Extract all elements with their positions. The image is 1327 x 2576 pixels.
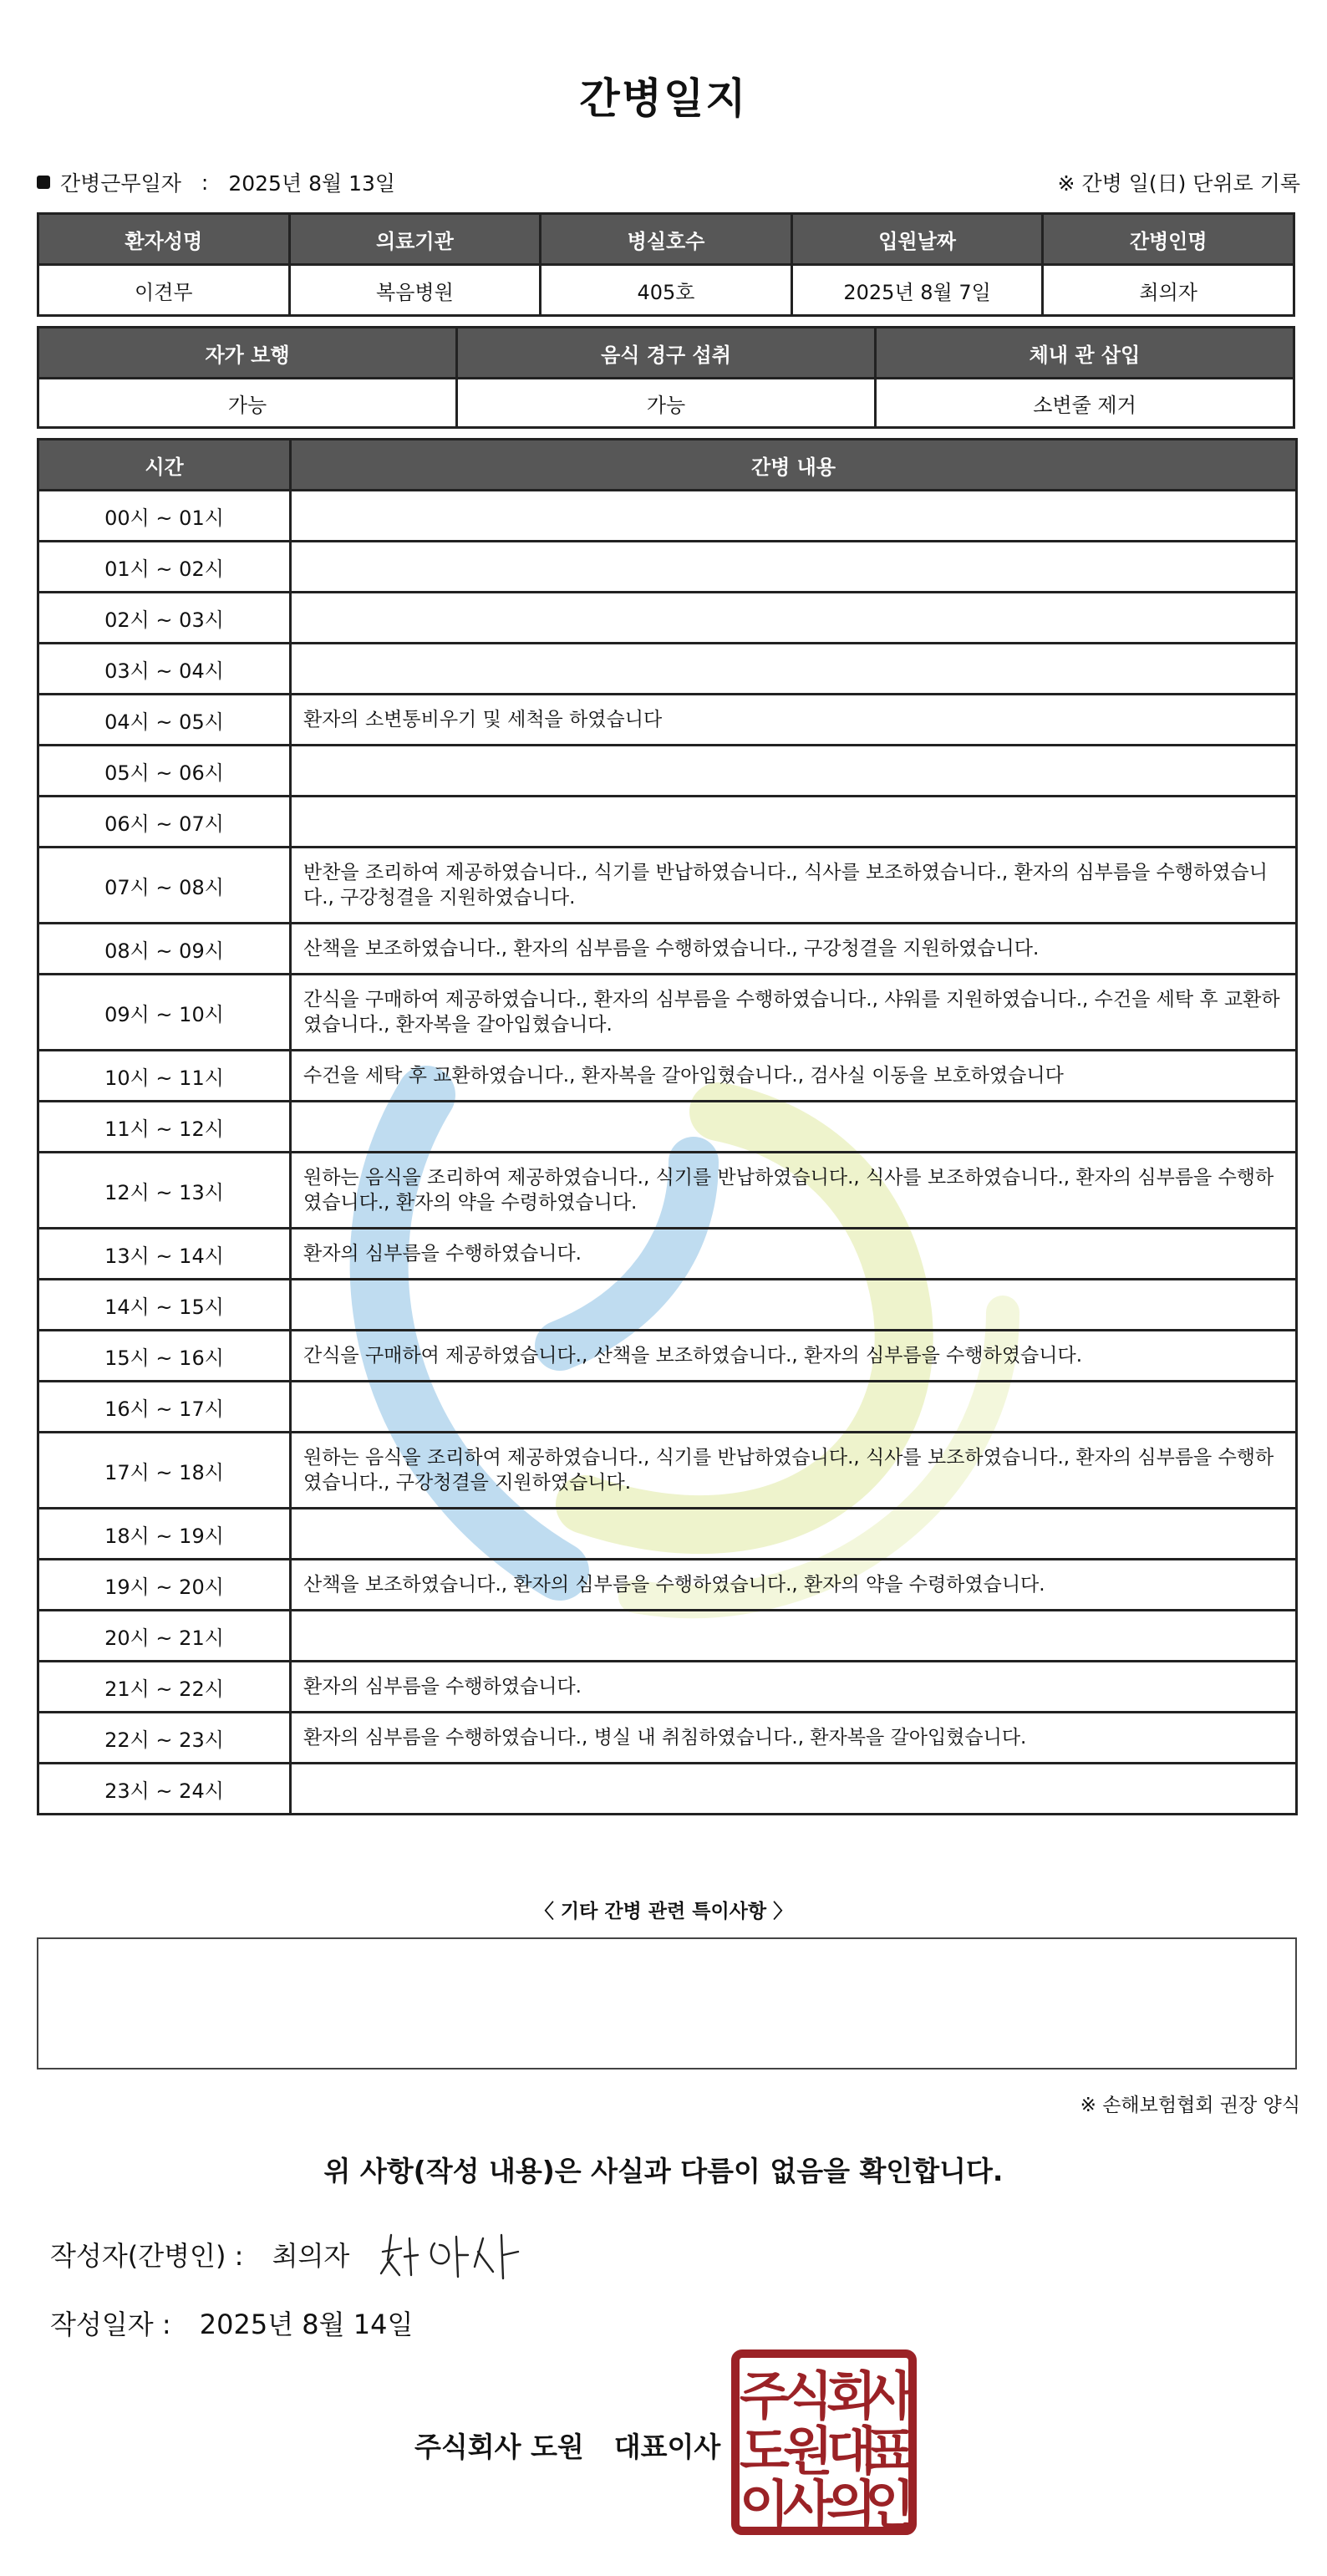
- time-cell: 00시 ~ 01시: [38, 491, 291, 542]
- time-cell: 15시 ~ 16시: [38, 1331, 291, 1382]
- content-cell: 원하는 음식을 조리하여 제공하였습니다., 식기를 반납하였습니다., 식사를 보조하였습니다., 환자의 심부름을 수행하였습니다., 구강청결을 지원하였습니다.: [291, 1433, 1297, 1509]
- content-cell: 간식을 구매하여 제공하였습니다., 산책을 보조하였습니다., 환자의 심부름을 수행하였습니다.: [291, 1331, 1297, 1382]
- content-cell: 산책을 보조하였습니다., 환자의 심부름을 수행하였습니다., 환자의 약을 수령하였습니다.: [291, 1560, 1297, 1611]
- content-cell: [291, 491, 1297, 542]
- care-log-table: [37, 438, 1298, 1815]
- info-header: 입원날짜: [791, 214, 1043, 265]
- content-cell: 간식을 구매하여 제공하였습니다., 환자의 심부름을 수행하였습니다., 샤워를 지원하였습니다., 수건을 세탁 후 교환하였습니다., 환자복을 갈아입혔습니다.: [291, 975, 1297, 1051]
- admission-date: 2025년 8월 7일: [791, 265, 1043, 316]
- table-row: [38, 1382, 1297, 1433]
- table-row: [38, 975, 1297, 1051]
- content-cell: [291, 1280, 1297, 1331]
- company-rep: 대표이사: [613, 2431, 721, 2463]
- time-cell: 04시 ~ 05시: [38, 695, 291, 746]
- seal-char: 사: [865, 2365, 915, 2426]
- content-cell: 환자의 심부름을 수행하였습니다.: [291, 1662, 1297, 1713]
- seal-char: 인: [865, 2474, 915, 2535]
- seal-char: 회: [826, 2365, 877, 2426]
- status-header: 체내 관 삽입: [876, 328, 1294, 379]
- confirmation-statement: 위 사항(작성 내용)은 사실과 다름이 없음을 확인합니다.: [323, 2155, 1004, 2187]
- content-cell: [291, 746, 1297, 797]
- content-cell: 원하는 음식을 조리하여 제공하였습니다., 식기를 반납하였습니다., 식사를 보조하였습니다., 환자의 심부름을 수행하였습니다., 환자의 약을 수령하였습니다.: [291, 1153, 1297, 1229]
- content-cell: [291, 797, 1297, 848]
- content-cell: [291, 1509, 1297, 1560]
- info-header: 의료기관: [289, 214, 541, 265]
- work-date-value: 2025년 8월 13일: [228, 171, 396, 196]
- record-unit-note: ※ 간병 일(日) 단위로 기록: [1057, 171, 1300, 196]
- table-row: [38, 1713, 1297, 1764]
- time-cell: 08시 ~ 09시: [38, 924, 291, 975]
- writer-name: 최의자: [272, 2240, 350, 2272]
- time-cell: 21시 ~ 22시: [38, 1662, 291, 1713]
- content-cell: [291, 1611, 1297, 1662]
- table-row: [38, 695, 1297, 746]
- seal-char: 원: [783, 2421, 833, 2482]
- table-row: [38, 1611, 1297, 1662]
- time-cell: 05시 ~ 06시: [38, 746, 291, 797]
- content-cell: [291, 542, 1297, 593]
- content-cell: 환자의 심부름을 수행하였습니다.: [291, 1229, 1297, 1280]
- seal-char: 대: [826, 2421, 877, 2482]
- time-cell: 17시 ~ 18시: [38, 1433, 291, 1509]
- writer-label: 작성자(간병인) :: [50, 2240, 244, 2272]
- page-title: 간병일지: [579, 74, 748, 123]
- room-number: 405호: [541, 265, 792, 316]
- write-date-value: 2025년 8월 14일: [199, 2309, 414, 2340]
- time-cell: 07시 ~ 08시: [38, 848, 291, 924]
- special-notes-title: 〈 기타 간병 관련 특이사항 〉: [534, 1901, 793, 1922]
- patient-status-table: [37, 326, 1295, 429]
- time-cell: 13시 ~ 14시: [38, 1229, 291, 1280]
- time-cell: 01시 ~ 02시: [38, 542, 291, 593]
- table-row: [38, 1509, 1297, 1560]
- content-cell: [291, 593, 1297, 644]
- content-cell: [291, 644, 1297, 695]
- time-cell: 14시 ~ 15시: [38, 1280, 291, 1331]
- info-header: 병실호수: [541, 214, 792, 265]
- tube-status: 소변줄 제거: [876, 379, 1294, 428]
- table-row: [38, 1051, 1297, 1102]
- table-row: [38, 746, 1297, 797]
- walking-status: 가능: [38, 379, 457, 428]
- company-name: 주식회사 도원: [414, 2431, 584, 2463]
- write-date-label: 작성일자 :: [50, 2309, 171, 2340]
- company-signoff: [414, 2426, 720, 2465]
- table-row: [38, 644, 1297, 695]
- content-cell: 반찬을 조리하여 제공하였습니다., 식기를 반납하였습니다., 식사를 보조하였습니다., 환자의 심부름을 수행하였습니다., 구강청결을 지원하였습니다.: [291, 848, 1297, 924]
- table-row: [38, 797, 1297, 848]
- table-row: [38, 1102, 1297, 1153]
- time-cell: 11시 ~ 12시: [38, 1102, 291, 1153]
- table-row: [38, 1280, 1297, 1331]
- table-row: [38, 1331, 1297, 1382]
- content-cell: [291, 1764, 1297, 1815]
- writer-row: [50, 2235, 369, 2273]
- status-header: 자가 보행: [38, 328, 457, 379]
- handwritten-signature: [376, 2227, 535, 2285]
- table-row: [38, 1433, 1297, 1509]
- table-row: [38, 593, 1297, 644]
- time-cell: 16시 ~ 17시: [38, 1382, 291, 1433]
- red-seal-stamp: [730, 2349, 918, 2536]
- seal-char: 사: [783, 2474, 833, 2535]
- patient-name: 이견무: [38, 265, 290, 316]
- hospital-name: 복음병원: [289, 265, 541, 316]
- source-note: ※ 손해보험협회 권장 양식: [1080, 2095, 1300, 2116]
- seal-char: 의: [826, 2474, 877, 2535]
- table-row: [38, 1560, 1297, 1611]
- time-cell: 02시 ~ 03시: [38, 593, 291, 644]
- table-row: [38, 1662, 1297, 1713]
- time-cell: 23시 ~ 24시: [38, 1764, 291, 1815]
- status-header: 음식 경구 섭취: [457, 328, 876, 379]
- seal-char: 식: [783, 2365, 833, 2426]
- log-header-content: 간병 내용: [291, 440, 1297, 491]
- content-cell: 환자의 심부름을 수행하였습니다., 병실 내 취침하였습니다., 환자복을 갈아입혔습니다.: [291, 1713, 1297, 1764]
- log-header-time: 시간: [38, 440, 291, 491]
- table-row: [38, 542, 1297, 593]
- patient-info-table: [37, 212, 1295, 317]
- write-date-row: [50, 2304, 433, 2342]
- time-cell: 22시 ~ 23시: [38, 1713, 291, 1764]
- time-cell: 06시 ~ 07시: [38, 797, 291, 848]
- time-cell: 03시 ~ 04시: [38, 644, 291, 695]
- work-date-row: [37, 167, 395, 197]
- table-row: [38, 848, 1297, 924]
- caregiver-name: 최의자: [1043, 265, 1294, 316]
- seal-char: 주: [740, 2365, 790, 2426]
- colon: :: [201, 170, 209, 195]
- seal-char: 표: [865, 2421, 915, 2482]
- special-notes-box: [37, 1937, 1297, 2069]
- content-cell: 환자의 소변통비우기 및 세척을 하였습니다: [291, 695, 1297, 746]
- content-cell: 수건을 세탁 후 교환하였습니다., 환자복을 갈아입혔습니다., 검사실 이동을 보호하였습니다: [291, 1051, 1297, 1102]
- info-header: 간병인명: [1043, 214, 1294, 265]
- table-row: [38, 1153, 1297, 1229]
- table-row: [38, 1764, 1297, 1815]
- content-cell: 산책을 보조하였습니다., 환자의 심부름을 수행하였습니다., 구강청결을 지원하였습니다.: [291, 924, 1297, 975]
- time-cell: 09시 ~ 10시: [38, 975, 291, 1051]
- time-cell: 20시 ~ 21시: [38, 1611, 291, 1662]
- table-row: [38, 924, 1297, 975]
- time-cell: 12시 ~ 13시: [38, 1153, 291, 1229]
- content-cell: [291, 1382, 1297, 1433]
- table-row: [38, 491, 1297, 542]
- work-date-label: 간병근무일자: [60, 171, 181, 196]
- time-cell: 19시 ~ 20시: [38, 1560, 291, 1611]
- seal-char: 도: [740, 2421, 790, 2482]
- time-cell: 10시 ~ 11시: [38, 1051, 291, 1102]
- time-cell: 18시 ~ 19시: [38, 1509, 291, 1560]
- square-bullet-icon: [37, 176, 50, 189]
- info-header: 환자성명: [38, 214, 290, 265]
- oral-intake-status: 가능: [457, 379, 876, 428]
- table-row: [38, 1229, 1297, 1280]
- content-cell: [291, 1102, 1297, 1153]
- seal-char: 이: [740, 2474, 790, 2535]
